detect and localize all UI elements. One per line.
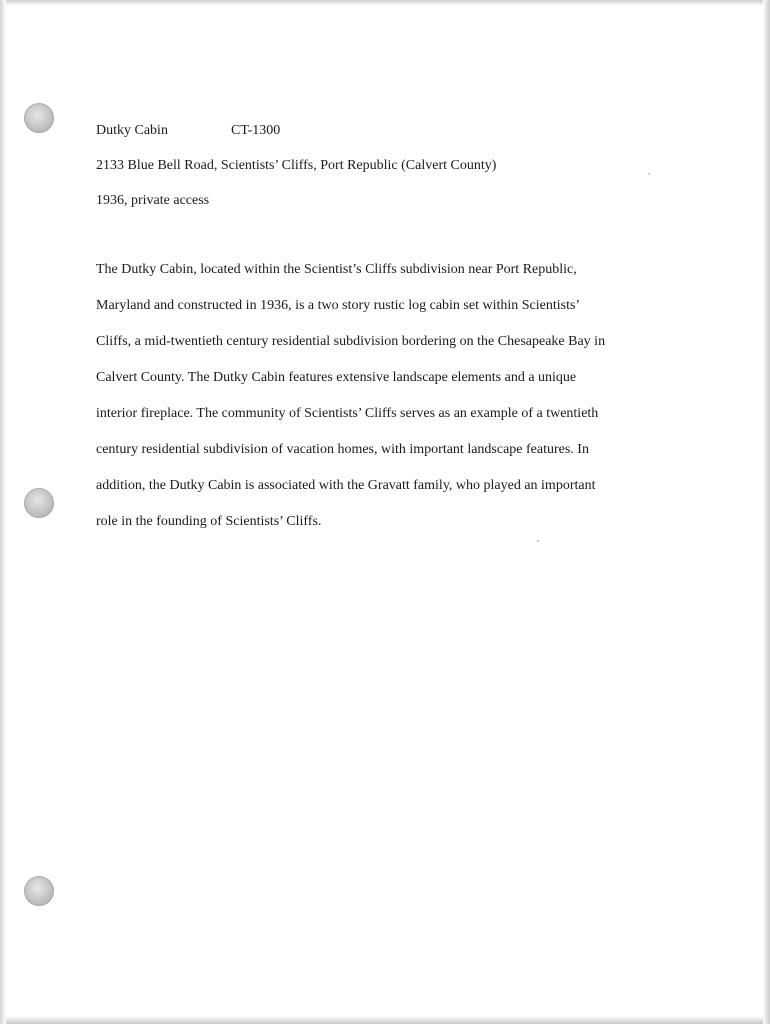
title-line: [96, 123, 281, 139]
site-number: CT-1300: [231, 123, 281, 138]
scan-speck: [537, 540, 539, 542]
punch-hole-top: [24, 103, 54, 133]
scan-speck: [648, 173, 650, 175]
date-access-line: 1936, private access: [96, 193, 210, 208]
scan-edge-left: [0, 0, 6, 1024]
property-name: Dutky Cabin: [96, 123, 168, 138]
scan-edge-bottom: [0, 1016, 770, 1024]
paragraph-line: century residential subdivision of vacation homes, with important landscape features. In: [96, 442, 589, 457]
paragraph-line: Cliffs, a mid-twentieth century residential subdivision bordering on the Chesapeake Bay in: [96, 334, 606, 349]
paragraph-line: interior fireplace. The community of Scientists’ Cliffs serves as an example of a twentieth: [96, 406, 599, 421]
paragraph-line: addition, the Dutky Cabin is associated with the Gravatt family, who played an important: [96, 478, 596, 493]
paragraph-line: The Dutky Cabin, located within the Scientist’s Cliffs subdivision near Port Republic,: [96, 262, 577, 277]
paragraph-line: role in the founding of Scientists’ Cliffs.: [96, 514, 322, 529]
paragraph-line: Maryland and constructed in 1936, is a two story rustic log cabin set within Scientists’: [96, 298, 581, 313]
punch-hole-middle: [24, 488, 54, 518]
paragraph-line: Calvert County. The Dutky Cabin features extensive landscape elements and a unique: [96, 370, 577, 385]
address-line: 2133 Blue Bell Road, Scientists’ Cliffs, Port Republic (Calvert County): [96, 158, 497, 173]
scan-edge-right: [763, 0, 770, 1024]
punch-hole-bottom: [24, 876, 54, 906]
description-paragraph: [96, 262, 656, 550]
scan-edge-top: [0, 0, 770, 6]
